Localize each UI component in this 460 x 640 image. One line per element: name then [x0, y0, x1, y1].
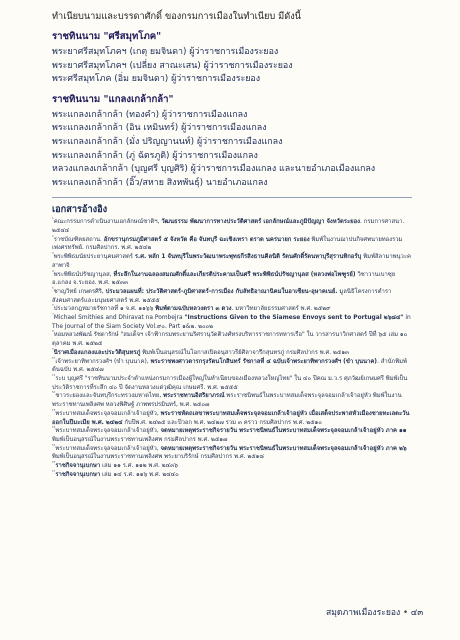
reference-publication: . มหาวิทยาลัยธรรมศาสตร์ พ.ศ. ๒๕๒๙ — [231, 306, 331, 313]
reference-item — [52, 427, 412, 444]
reference-title: พิมพ์ตามฉบับหลวงตรา ๓ ดวง — [155, 306, 232, 313]
reference-publication: พิมพ์เป็นอนุสรณ์ในงานพระราชทานเพลิงศพ กรมศิลปากร พ.ศ. ๒๕๑๗ — [52, 436, 228, 443]
reference-publication: พิมพ์สิลามาพนุวะคสาพาจิ — [52, 254, 411, 269]
reference-item — [52, 462, 412, 471]
reference-number: ⁹ — [52, 346, 54, 352]
page-content — [52, 10, 412, 479]
reference-text: พระบาทสมเด็จพระจุลจอมเกล้าเจ้าอยู่หัว, — [55, 410, 161, 417]
reference-title: ประมวลแผนที่: ประวัติศาสตร์-ภูมิศาสตร์-การเมือง กับลัทธิอาณานิคมในอาเซียน-อุษาคเนย์. — [105, 288, 338, 295]
reference-item — [52, 346, 412, 358]
reference-publication: พระราชนิพนธ์ในพระบาทสมเด็จพระจุลจอมเกล้าเจ้าอยู่หัว พิมพ์ในงานพระราชทานเพลิงศพ หลวงพิศิษฐ์ ภาพพรปรมินทร์, พ.ศ. ๒๕๐๗ — [52, 393, 402, 409]
section-title: ราชทินนาม "ศรีสมุทโภค" — [52, 31, 162, 42]
reference-publication: พิมพ์เป็นอนุสรณ์ในโอกาสเปิดอนุสาวรีย์ศิลาจารึกสุนทรภู่ กรมศิลปากร พ.ศ. ๒๕๑๓ — [140, 349, 350, 356]
section-klaeng-klao-kla — [52, 93, 412, 191]
page-footer — [326, 605, 446, 619]
reference-number: ¹ — [52, 216, 54, 222]
reference-publication: วิชาวานเบาซุย อ.แกลง จ.ระยอง. พ.ศ. ๒๕๓๓ — [52, 271, 396, 287]
reference-number: ⁶ — [52, 303, 54, 309]
list-item: พระแกลงเกล้ากล้า (อิน เหมินทร์) ผู้ว่าราชการเมืองแกลง — [52, 123, 267, 134]
reference-item — [52, 392, 412, 409]
reference-title: ที่ระลึกในงานฉลองสมณศักดิ์และเกียรติประคามเป็นศรี พระพิพิธน์ปรัชญานุลส (หลวงพ่อไพฑูรย์) — [113, 271, 356, 278]
reference-title: ราชกิจจานุเบกษา — [55, 463, 101, 470]
reference-item — [52, 407, 412, 427]
reference-text: ระบ บุญศรี "ราชทินนามประจำตำแหน่งกรมการเมืองผู้ใหญ่ในทำเนียบของเมืองหลวงใหญ่ไทย" ใน ๔๐ ปีคณ ม.ว.ร ศุภวัฒย์เกษมศรี — [55, 376, 384, 382]
reference-text: Michael Smithies and Dhiravat na Pombejra — [53, 315, 185, 322]
reference-item — [52, 355, 412, 375]
reference-text: พระพิพิธน์ปรัชญานุลส, — [53, 271, 114, 278]
list-item: พระยาศรีสมุทโภคฯ (เกตุ ยมจินดา) ผู้ว่าราชการเมืองระยอง — [52, 47, 279, 57]
reference-publication: in The Journal of the Siam Society Vol.๙๐. Part ๑&๒. ๒๐๐๒ — [52, 315, 411, 330]
reference-item — [52, 314, 412, 331]
reference-text: เจ้าพระยาทิพากรวงศ์ฯ (ขำ บุนนาค), — [55, 358, 151, 365]
reference-number: ⁵ — [52, 286, 54, 291]
divider — [52, 197, 412, 198]
reference-title: พระราชทานอิสริยาภรณ์ — [163, 393, 225, 400]
reference-item — [52, 253, 412, 270]
page-number: ๔๓ — [410, 608, 424, 618]
reference-title: พระราชพงศาวดารกรุงรัตนโกสินทร์ รัชกาลที่ ๔ ฉบับเจ้าพระยาทิพากรวงศ์ฯ (ขำ บุนนาค) — [150, 358, 377, 365]
list-item: พระแกลงเกล้ากล้า (ภู่ ฉัตรภูติ) ผู้ว่าราชการเมืองแกลง — [52, 150, 258, 161]
reference-number: ² — [52, 233, 54, 239]
list-item: พระศรีสมุทโภค (อิ่ม ยมจินดา) ผู้ว่าราชการเมืองระยอง — [52, 74, 261, 85]
list-item: หลวงแกลงเกล้ากล้า (บุญศรี บุญศิริ) ผู้ว่าราชการเมืองแกลง และนายอำเภอเมืองแกลง — [52, 164, 376, 175]
reference-text: พระบาทสมเด็จพระจุลจอมเกล้าเจ้าอยู่หัว, — [55, 428, 161, 435]
intro-text: ทำเนียบนามและบรรดาศักดิ์ ของกรมการเมืองในทำเนียบ มีดังนี้ — [52, 11, 301, 22]
reference-item — [52, 268, 412, 288]
reference-number: ¹² — [52, 390, 56, 396]
list-item: พระแกลงเกล้ากล้า (ทองคำ) ผู้ว่าราชการเมืองแกลง — [52, 109, 248, 120]
reference-title: "Instructions Given to the Siamese Envoys sent to Portugal ๒๖๘๔" — [184, 315, 404, 322]
reference-publication: . กรมการศาสนา. ๒๕๔๔ — [52, 219, 405, 235]
list-item: พระแกลงเกล้ากล้า (อิ๊ว/สหาย สิงหพันธุ์) นายอำเภอแกลง — [52, 177, 268, 188]
reference-number: ¹⁷ — [52, 468, 56, 474]
reference-text: หอมหลวงพัฒน์ รัชดารักษ์ "สมเด็จฯ เจ้าฟ้ากรมพระยานริศรานุวัดติวงศ์ทรงบริหารราชการทหารเรือ" ใน วารสารนาวิกศาสตร์ — [53, 332, 368, 339]
reference-title: อักขรานุกรมภูมิศาสตร์ ๕ จังหวัด คือ จันทบุรี ฉะเชิงเทรา ตราด นครนายก ระยอง — [103, 236, 310, 243]
reference-title: ร.ศ. หลัก 1 จันทบุรีในพระวัฒนาพระพุทธกีรสิงธานคิลนิติ รัตนศักดิ์รัตนหาบุรีสุรานทิกอร์บุ — [134, 254, 364, 261]
reference-publication: เล่ม ๑๑ ร.ศ. ๑๑๒ พ.ศ. ๒๔๓๖ — [100, 463, 178, 470]
reference-number: ⁷ — [52, 312, 54, 318]
reference-item — [52, 233, 412, 253]
reference-number: ¹⁰ — [52, 355, 56, 361]
reference-publication: เล่ม ๑๔ ร.ศ. ๑๑๖ พ.ศ. ๒๔๔๐ — [100, 471, 179, 478]
reference-text: ชาญวิทย์ เกษตรศิริ, — [53, 288, 106, 295]
reference-text: พระพิพิธมนัยประยานุคมศาสตร์ — [53, 254, 135, 261]
reference-publication: . สำนักพิมพ์ต้นฉบับ พ.ศ. ๒๕๔๗ — [52, 358, 407, 374]
reference-number: ⁸ — [52, 329, 54, 335]
reference-publication: พิมพ์เป็นประวัติราชการที่ระลึก ๔๐ ปี จัดงานหลวงแด่วุฒิคุณ เกษมศรี. พ.ศ. ๒๕๕๕ — [52, 376, 408, 391]
reference-publication: ปีที่ ๖๕ เล่ม ๑๐ ตุลาคม พ.ศ. ๒๕๒๕ — [52, 332, 408, 348]
reference-number: ³ — [52, 251, 54, 257]
reference-number: ¹⁶ — [52, 460, 56, 466]
reference-item — [52, 442, 412, 462]
reference-title: วัฒนธรรม พัฒนาการทางประวัติศาสตร์ เอกลักษณ์และภูมิปัญญา จังหวัดระยอง — [161, 219, 361, 226]
reference-number: ¹³ — [52, 407, 56, 413]
footer-book-title: สมุดภาพเมืองระยอง — [326, 608, 401, 618]
references-title: เอกสารอ้างอิง — [52, 204, 108, 216]
reference-publication: มูลนิธิโครงการตำราสังคมศาสตร์และมนุษยศาสตร์ พ.ศ. ๒๕๕๕ — [52, 288, 392, 304]
reference-title: พระราชหัตถเลขาพระบาทสมเด็จพระจุลจอมเกล้าเจ้าอยู่หัว เมื่อเสด็จประพาสหัวเมืองชายทะเลตะวันออกในปีมะเมีย พ.ศ. ๒๔๒๔ — [52, 410, 410, 426]
reference-item — [52, 288, 412, 305]
reference-text: คณะกรรมการดำเนินงานเอกลักษณ์ชาติฯ, — [53, 219, 162, 226]
reference-item — [52, 468, 412, 480]
reference-text: ชาวระยองและจันทบุรีกระทรวงมหาดไทย, — [55, 393, 164, 400]
reference-text: ราชบัณฑิตยสถาน. — [53, 236, 104, 243]
reference-publication: กับปีพ.ศ. ๒๔๒๕ และปีวอก พ.ศ. ๒๔๒๗ รวม ๓ คราว กรมศิลปากร พ.ศ. ๒๕๑๐ — [122, 419, 322, 426]
section-sri-samut-phok — [52, 30, 412, 87]
reference-title: ราชกิจจานุเบกษา — [55, 471, 101, 478]
list-item: พระแกลงเกล้ากล้า (มั่ง ปริญญานนท์) ผู้ว่าราชการเมืองแกลง — [52, 136, 283, 147]
reference-title: นิราศเมืองแกลงและประวัติสุนทรภู่ — [53, 349, 141, 356]
list-item: พระยาศรีสมุทโภคฯ (เปลี่ยง สาณะเสน) ผู้ว่าราชการเมืองระยอง — [52, 60, 293, 71]
reference-number: ⁴ — [52, 268, 54, 274]
footer-separator: • — [402, 608, 409, 618]
reference-item — [52, 331, 412, 348]
reference-text: พระบาทสมเด็จพระจุลจอมเกล้าเจ้าอยู่หัว, — [55, 445, 161, 452]
reference-number: ¹⁵ — [52, 442, 56, 448]
reference-number: ¹¹ — [52, 373, 56, 379]
reference-item — [52, 375, 412, 392]
section-title: ราชทินนาม "แกลงเกล้ากล้า" — [52, 93, 174, 105]
reference-text: ประมวลกฎหมายรัชกาลที่ ๑ จ.ศ. ๑๑๖๖ — [53, 306, 156, 313]
reference-publication: พิมพ์เป็นอนุสรณ์ในงานพระราชทานเพลิงศพ พระยาบริรักษ์ กรมศิลปากร พ.ศ. ๒๕๑๘ — [52, 454, 264, 461]
reference-item — [52, 305, 412, 314]
reference-title: จดหมายเหตุพระราชกิจรายวัน พระราชนิพนธ์ในพระบาทสมเด็จพระจุลจอมเกล้าเจ้าอยู่หัว ภาค ๑๑ — [160, 428, 407, 435]
references-list — [52, 218, 412, 479]
reference-number: ¹⁴ — [52, 425, 56, 431]
reference-title: จดหมายเหตุพระราชกิจรายวัน พระราชนิพนธ์ในพระบาทสมเด็จพระจุลจอมเกล้าเจ้าอยู่หัว ภาค ๒๖ — [160, 445, 407, 452]
reference-publication: พิมพ์ในงานฌาปนกิจศพนายทองรวม เพ่งศรทรัพย์. กรมศิลปากร. พ.ศ. ๒๕๔๒ — [52, 236, 403, 252]
reference-item — [52, 218, 412, 235]
